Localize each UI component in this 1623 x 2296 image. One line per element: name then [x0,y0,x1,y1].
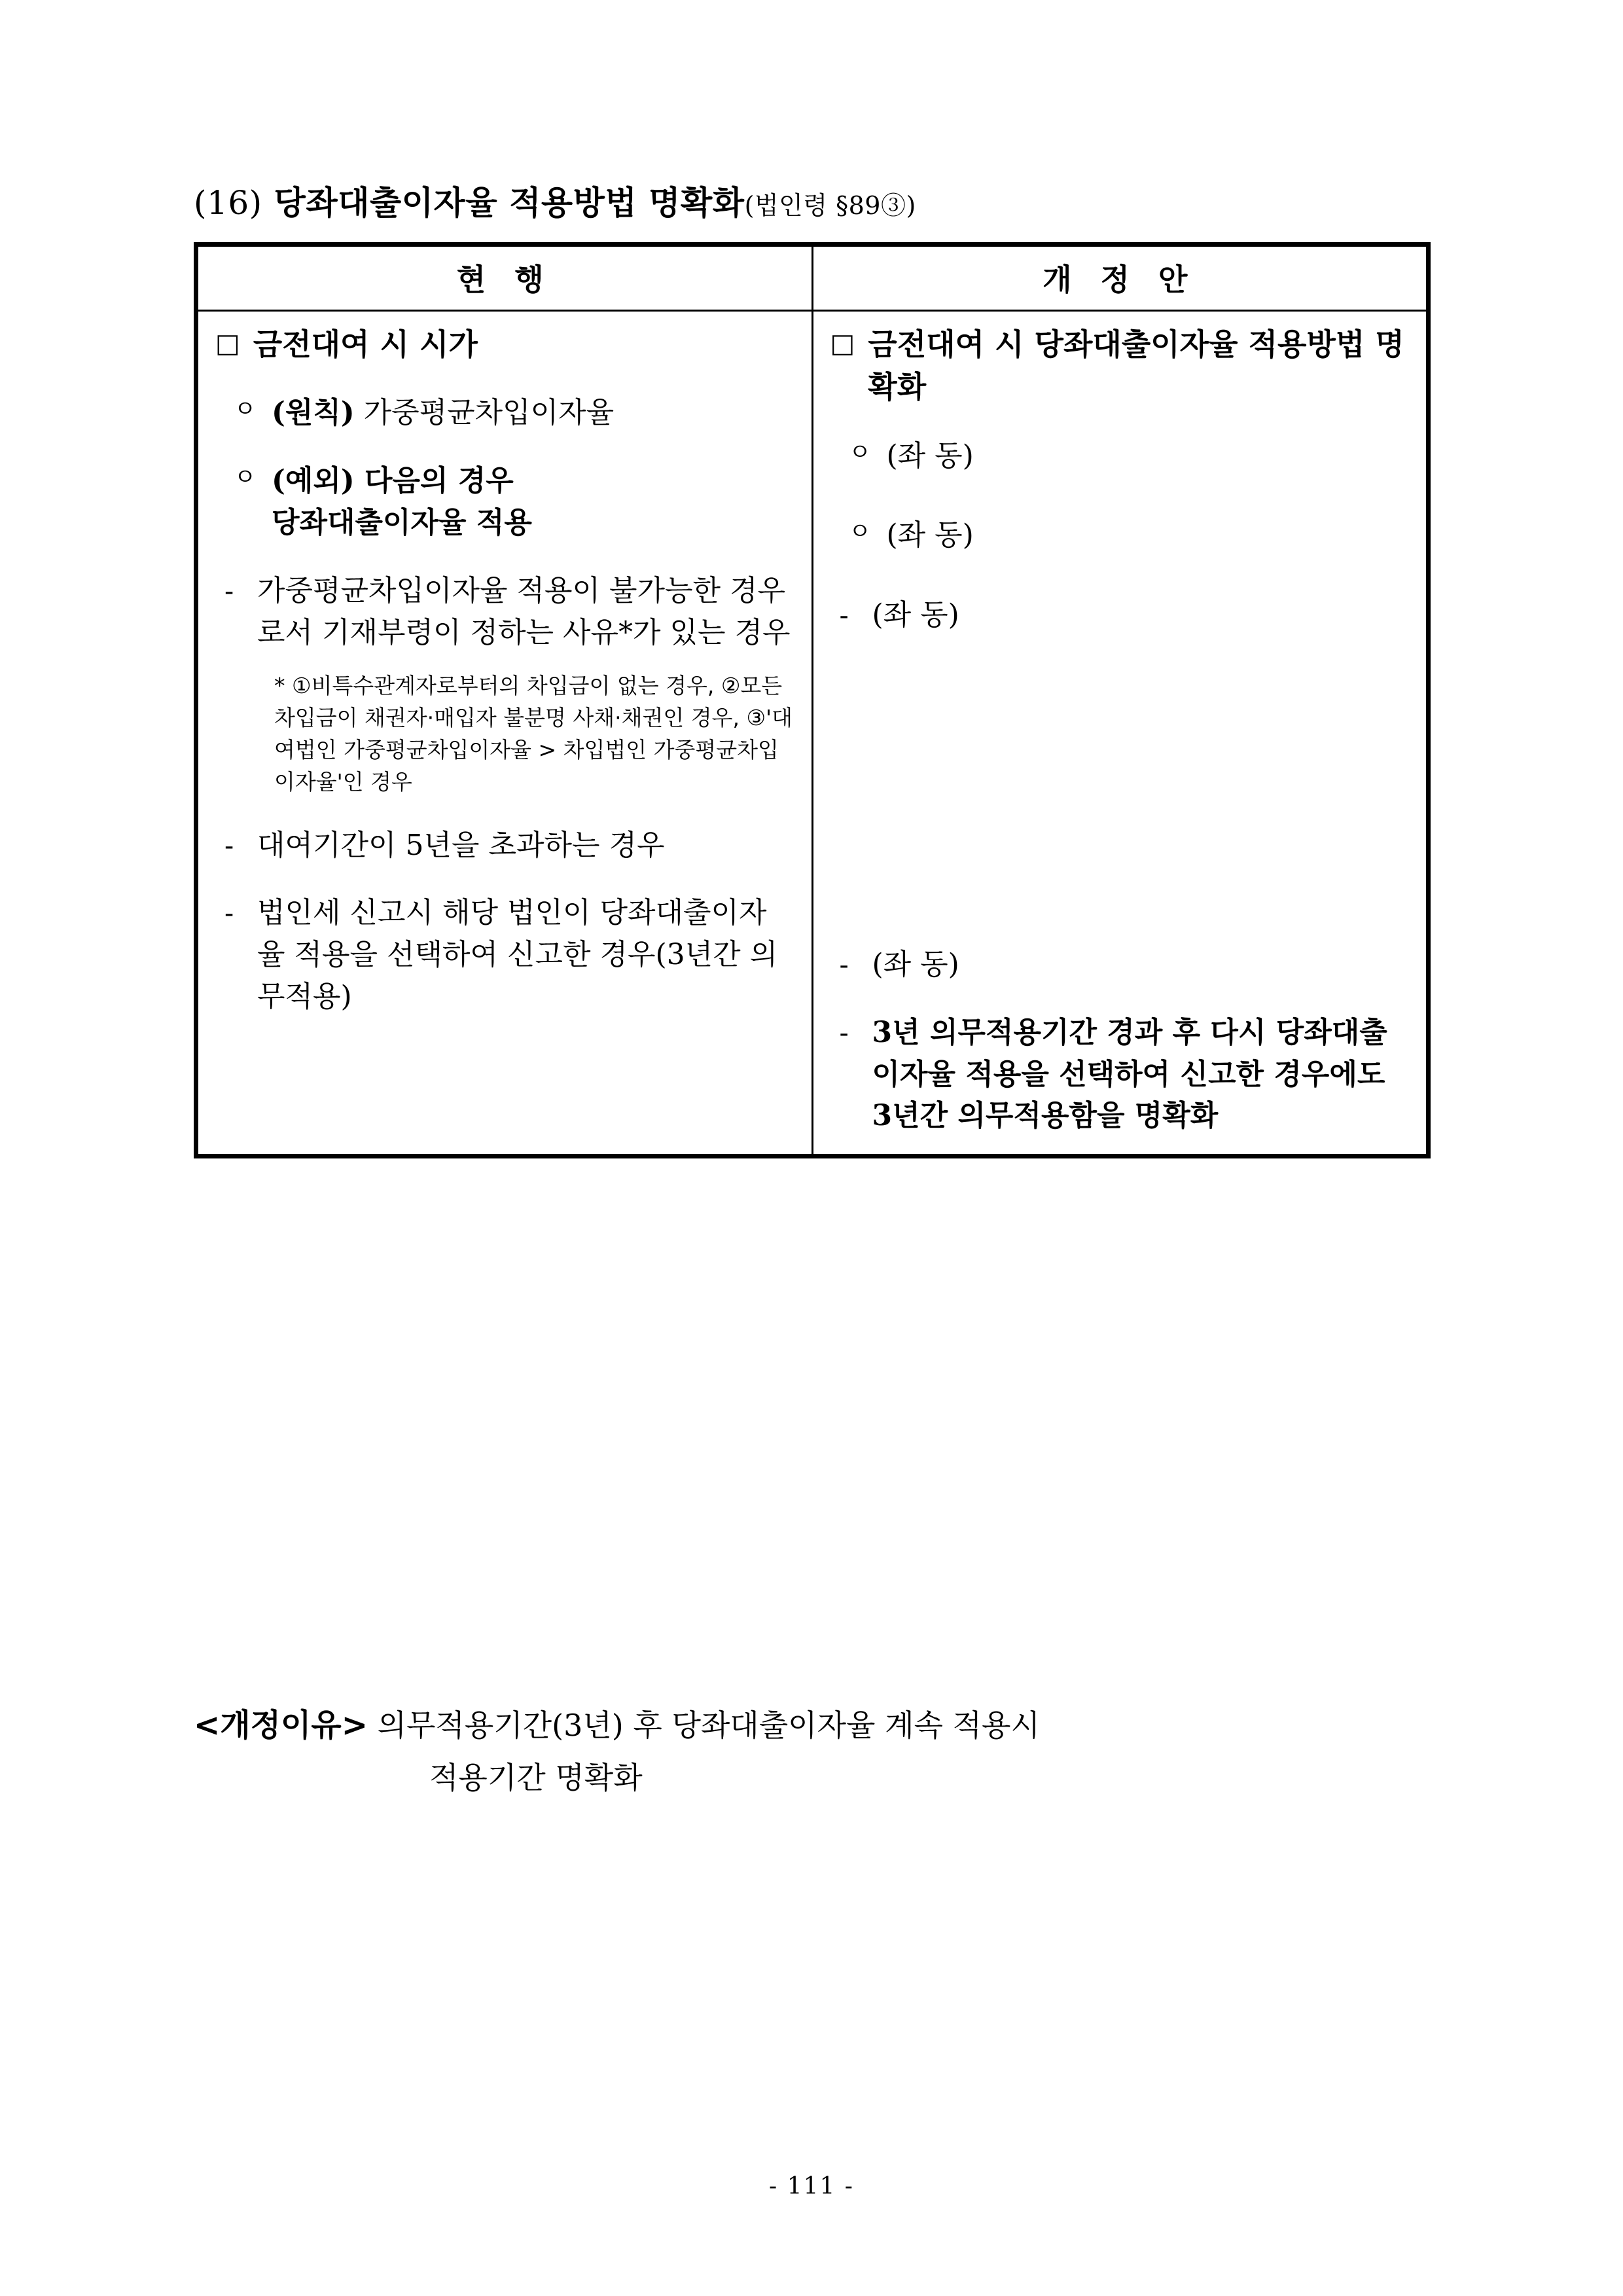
revised-item-last-text: 3년 의무적용기간 경과 후 다시 당좌대출이자율 적용을 선택하여 신고한 경우에도 3년간 의무적용함을 명확화 [872,1015,1387,1133]
table-header-row [198,246,1427,311]
square-bullet-icon: □ [215,329,240,359]
revised-box-heading [830,323,1410,409]
revised-item-1 [830,435,1410,477]
revision-reason [194,1702,1437,1801]
dash-bullet-icon: - [224,574,234,607]
revised-item-4 [830,944,1410,986]
section-number: (16) [194,184,262,222]
revised-spacer [830,636,1410,944]
current-item-exception [215,460,794,544]
revision-reason-line1: 의무적용기간(3년) 후 당좌대출이자율 계속 적용시 [377,1708,1040,1743]
current-footnote: * ①비특수관계자로부터의 차입금이 없는 경우, ②모든 차입금이 채권자·매입자 불분명 사채·채권인 경우, ③'대여법인 가중평균차입이자율 > 차입법인 가중평균차입이자율'인 경우 [274,673,793,795]
revised-item-2-text: (좌 동) [886,518,974,552]
dash-bullet-icon: - [839,1016,849,1049]
section-reference: (법인령 §89③) [744,191,916,220]
cell-revised [812,311,1427,1155]
section-title: 당좌대출이자율 적용방법 명확화 [274,183,745,222]
circle-bullet-icon: ㅇ [234,464,257,492]
current-item-exception-line2: 당좌대출이자율 적용 [272,505,532,539]
revised-item-last [830,1012,1410,1137]
revised-item-1-text: (좌 동) [886,439,974,473]
revised-item-4-text: (좌 동) [872,948,959,982]
current-item-dash1 [215,570,794,654]
current-box-text: 금전대여 시 시가 [253,327,478,362]
square-bullet-icon: □ [830,329,855,359]
dash-bullet-icon: - [224,897,234,929]
current-item-principle [215,392,794,434]
current-item-principle-body: 가중평균차입이자율 [354,396,615,430]
dash-bullet-icon: - [839,599,849,632]
circle-bullet-icon: ㅇ [848,518,872,546]
column-header-revised: 개 정 안 [812,246,1427,311]
revised-box-text: 금전대여 시 당좌대출이자율 적용방법 명확화 [868,327,1404,405]
circle-bullet-icon: ㅇ [848,439,872,466]
current-item-dash1-text: 가중평균차입이자율 적용이 불가능한 경우로서 기재부령이 정하는 사유*가 있는 경우 [257,573,791,649]
current-item-exception-text [272,460,794,544]
dash-bullet-icon: - [224,829,234,861]
current-item-dash3-text: 법인세 신고시 해당 법인이 당좌대출이자율 적용을 선택하여 신고한 경우(3년간 의무적용) [257,896,778,1013]
revised-item-3 [830,594,1410,636]
current-item-principle-text [272,392,794,434]
dash-bullet-icon: - [839,948,849,981]
revised-item-2 [830,514,1410,556]
circle-bullet-icon: ㅇ [234,396,257,423]
current-item-dash3 [215,892,794,1017]
revised-item-3-text: (좌 동) [872,598,959,632]
revision-reason-line2: 적용기간 명확화 [429,1760,643,1795]
comparison-table [194,242,1431,1158]
current-item-exception-line1: (예외) 다음의 경우 [272,464,514,498]
current-box-heading [215,323,794,366]
column-header-current: 현 행 [198,246,813,311]
current-item-dash2-text: 대여기간이 5년을 초과하는 경우 [257,828,665,862]
current-item-principle-label: (원칙) [272,396,355,430]
current-item-dash2 [215,825,794,867]
section-heading [194,177,1437,224]
cell-current [198,311,813,1155]
table-row [198,311,1427,1155]
revision-reason-label: <개정이유> [194,1707,368,1744]
page-number: - 111 - [769,2173,854,2200]
